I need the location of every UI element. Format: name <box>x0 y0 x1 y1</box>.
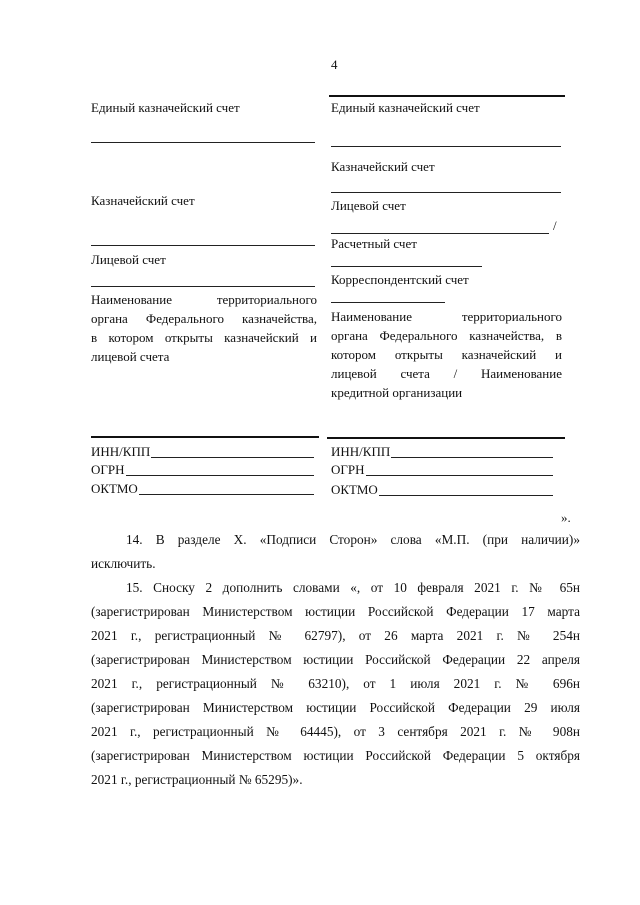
right-treasury-account-line <box>331 192 561 193</box>
page-number: 4 <box>331 57 338 72</box>
top-rule-right <box>329 95 565 97</box>
paragraph-15-line-1: 15. Сноску 2 дополнить словами «, от 10 февраля 2021 г. № 65н <box>126 580 580 595</box>
paragraph-14 <box>91 528 580 576</box>
left-single-treasury-account-line <box>91 142 315 143</box>
left-personal-account-label: Лицевой счет <box>91 252 166 267</box>
left-single-treasury-account-label: Единый казначейский счет <box>91 100 240 115</box>
left-org-name <box>91 292 317 365</box>
left-org-name-line-4: лицевой счета <box>91 349 170 364</box>
paragraph-15-line-9: 2021 г., регистрационный № 65295)». <box>91 772 303 787</box>
left-org-name-line-1: Наименование территориального <box>91 292 317 307</box>
right-oktmo-field <box>331 482 553 498</box>
left-ogrn-blank <box>126 475 314 476</box>
paragraph-15-line-3: 2021 г., регистрационный № 62797), от 26 марта 2021 г. № 254н <box>91 628 580 643</box>
right-org-name <box>331 309 562 401</box>
right-inn-kpp-blank <box>391 457 553 458</box>
right-org-name-line-4: лицевой счета / Наименование <box>331 366 562 381</box>
left-treasury-account-line <box>91 245 315 246</box>
paragraph-15-line-2: (зарегистрирован Министерством юстиции Российской Федерации 17 марта <box>91 604 580 619</box>
right-ogrn-label: ОГРН <box>331 462 365 477</box>
paragraph-15-line-8: (зарегистрирован Министерством юстиции Российской Федерации 5 октября <box>91 748 580 763</box>
paragraph-14-line-2: исключить. <box>91 556 156 571</box>
right-correspondent-account-line <box>331 302 445 303</box>
right-oktmo-blank <box>379 495 553 496</box>
left-oktmo-field <box>91 481 314 497</box>
paragraph-15-line-7: 2021 г., регистрационный № 64445), от 3 сентября 2021 г. № 908н <box>91 724 580 739</box>
right-single-treasury-account-line <box>331 146 561 147</box>
paragraph-15-line-5: 2021 г., регистрационный № 63210), от 1 июля 2021 г. № 696н <box>91 676 580 691</box>
right-personal-account-line <box>331 233 549 234</box>
paragraph-15-line-6: (зарегистрирован Министерством юстиции Российской Федерации 29 июля <box>91 700 580 715</box>
left-inn-kpp-blank <box>151 457 314 458</box>
right-treasury-account-label: Казначейский счет <box>331 159 435 174</box>
left-ogrn-field <box>91 462 314 478</box>
closing-quote: ». <box>561 510 571 525</box>
paragraph-15 <box>91 576 580 792</box>
right-single-treasury-account-label: Единый казначейский счет <box>331 100 480 115</box>
left-org-name-line-2: органа Федерального казначейства, <box>91 311 317 326</box>
left-bottom-rule <box>91 436 319 438</box>
left-personal-account-line <box>91 286 315 287</box>
left-inn-kpp-label: ИНН/КПП <box>91 444 151 459</box>
right-inn-kpp-field <box>331 444 553 460</box>
right-settlement-account-label: Расчетный счет <box>331 236 417 251</box>
right-oktmo-label: ОКТМО <box>331 482 378 497</box>
right-ogrn-blank <box>366 475 553 476</box>
paragraph-15-line-4: (зарегистрирован Министерством юстиции Российской Федерации 22 апреля <box>91 652 580 667</box>
right-inn-kpp-label: ИНН/КПП <box>331 444 391 459</box>
right-correspondent-account-label: Корреспондентский счет <box>331 272 469 287</box>
right-bottom-rule <box>327 437 565 439</box>
right-personal-account-slash: / <box>553 218 557 233</box>
right-org-name-line-3: котором открыты казначейский и <box>331 347 562 362</box>
right-settlement-account-line <box>331 266 482 267</box>
left-oktmo-blank <box>139 494 314 495</box>
left-oktmo-label: ОКТМО <box>91 481 138 496</box>
right-org-name-line-5: кредитной организации <box>331 385 463 400</box>
right-ogrn-field <box>331 462 553 478</box>
paragraph-14-line-1: 14. В разделе X. «Подписи Сторон» слова «М.П. (при наличии)» <box>126 532 580 547</box>
right-personal-account-label: Лицевой счет <box>331 198 406 213</box>
right-org-name-line-2: органа Федерального казначейства, в <box>331 328 562 343</box>
left-org-name-line-3: в котором открыты казначейский и <box>91 330 317 345</box>
left-ogrn-label: ОГРН <box>91 462 125 477</box>
right-org-name-line-1: Наименование территориального <box>331 309 562 324</box>
left-inn-kpp-field <box>91 444 314 460</box>
left-treasury-account-label: Казначейский счет <box>91 193 195 208</box>
